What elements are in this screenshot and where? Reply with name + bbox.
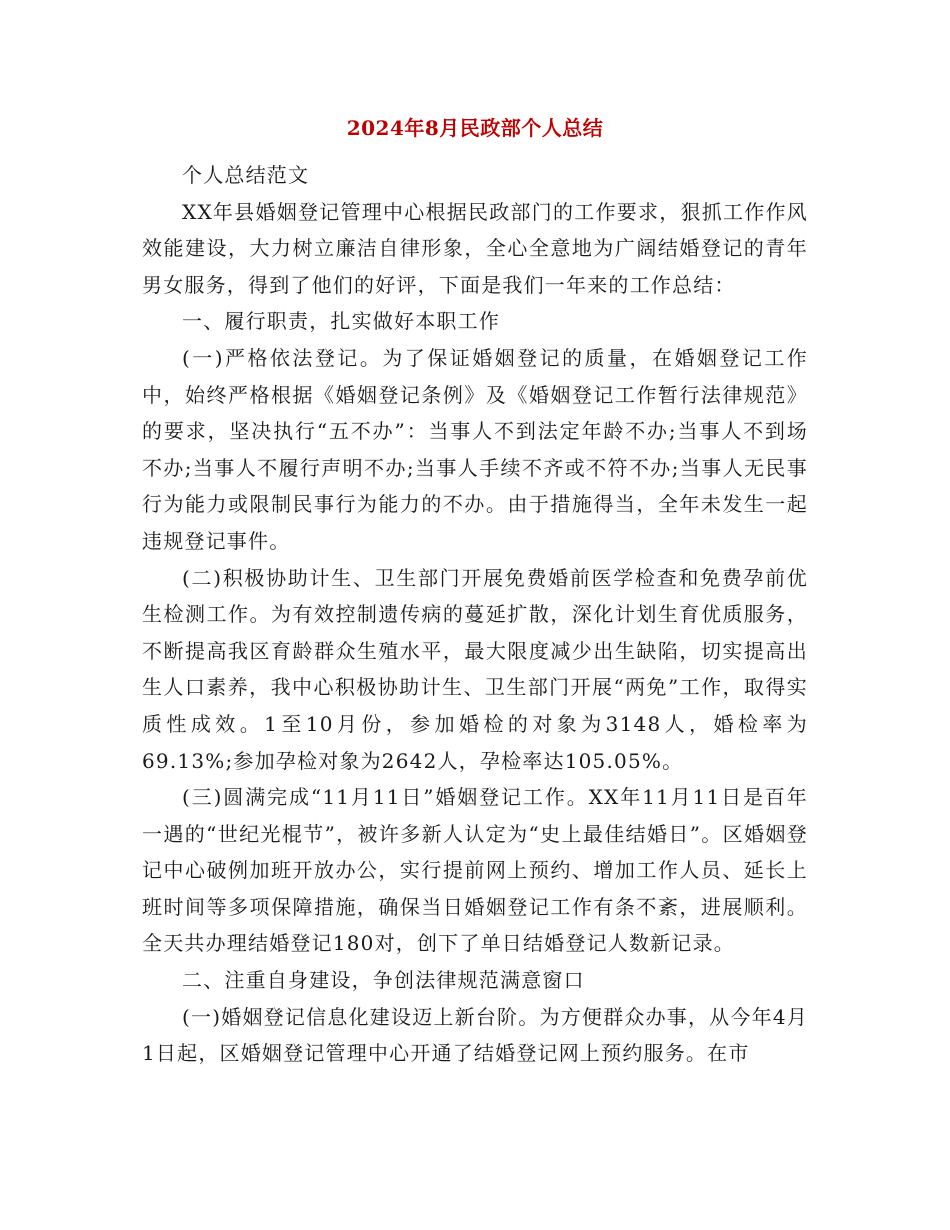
- paragraph-1-2: (二)积极协助计生、卫生部门开展免费婚前医学检查和免费孕前优生检测工作。为有效控制遗传病的蔓延扩散，深化计划生育优质服务，不断提高我区育龄群众生殖水平，最大限度减少出生缺陷，切实提高出生人口素养，我中心积极协助计生、卫生部门开展“两免”工作，取得实质性成效。1至10月份，参加婚检的对象为3148人，婚检率为69.13%;参加孕检对象为2642人，孕检率达105.05%。: [142, 565, 808, 773]
- paragraph-1-3: (三)圆满完成“11月11日”婚姻登记工作。XX年11月11日是百年一遇的“世纪光棍节”，被许多新人认定为“史上最佳结婚日”。区婚姻登记中心破例加班开放办公，实行提前网上预约、增加工作人员、延长上班时间等多项保障措施，确保当日婚姻登记工作有条不紊，进展顺利。全天共办理结婚登记180对，创下了单日结婚登记人数新记录。: [142, 785, 808, 956]
- paragraph-intro: XX年县婚姻登记管理中心根据民政部门的工作要求，狠抓工作作风效能建设，大力树立廉洁自律形象，全心全意地为广阔结婚登记的青年男女服务，得到了他们的好评，下面是我们一年来的工作总结：: [142, 199, 808, 297]
- section-heading-2: 二、注重自身建设，争创法律规范满意窗口: [182, 968, 585, 993]
- document-body: [142, 157, 808, 1072]
- paragraph-subtitle: 个人总结范文: [182, 163, 310, 187]
- paragraph-2-1: (一)婚姻登记信息化建设迈上新台阶。为方便群众办事，从今年4月1日起，区婚姻登记管理中心开通了结婚登记网上预约服务。在市: [142, 1004, 808, 1066]
- document-title: 2024年8月民政部个人总结: [346, 116, 604, 140]
- section-heading-1: 一、履行职责，扎实做好本职工作: [182, 309, 500, 334]
- paragraph-1-1: (一)严格依法登记。为了保证婚姻登记的质量，在婚姻登记工作中，始终严格根据《婚姻登记条例》及《婚姻登记工作暂行法律规范》的要求，坚决执行“五不办”：当事人不到法定年龄不办;当事人不到场不办;当事人不履行声明不办;当事人手续不齐或不符不办;当事人无民事行为能力或限制民事行为能力的不办。由于措施得当，全年未发生一起违规登记事件。: [142, 345, 808, 553]
